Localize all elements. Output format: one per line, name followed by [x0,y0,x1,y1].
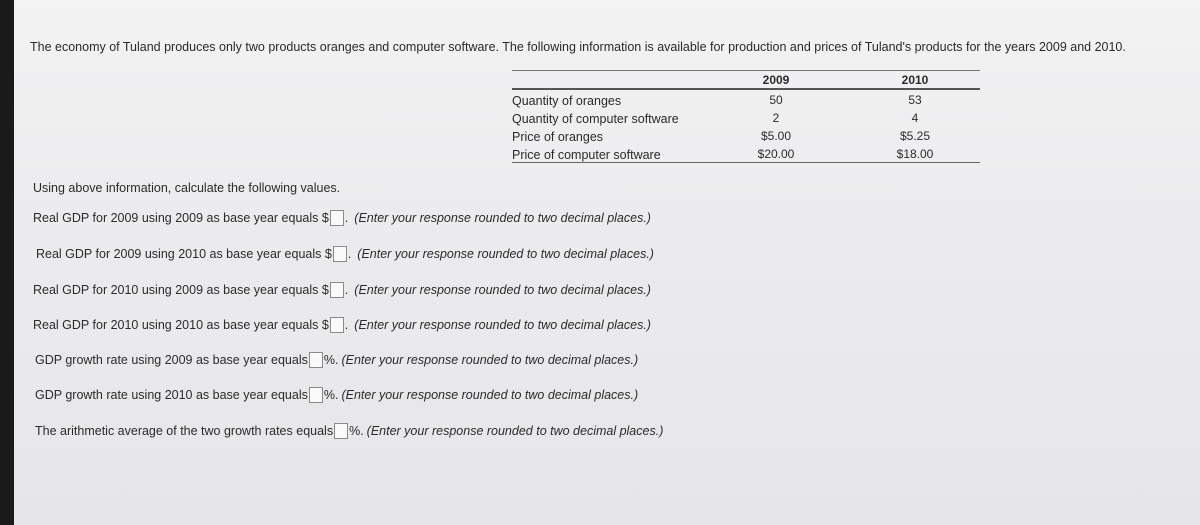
answer-suffix: . [344,211,349,225]
cell-quantity-oranges-2009: 50 [769,93,783,107]
question-row [33,281,651,299]
answer-suffix: %. [323,353,339,367]
question-label: Real GDP for 2010 using 2009 as base year equals $ [33,283,329,297]
cell-quantity-software-2010: 4 [911,111,919,125]
question-row [33,316,651,334]
cell-price-software-2009: $20.00 [757,147,795,161]
problem-intro: The economy of Tuland produces only two products oranges and computer software. The following information is available for production and prices of Tuland's products for the years 2009 and 2010. [30,40,1126,54]
rounding-hint: (Enter your response rounded to two decimal places.) [354,318,651,332]
rounding-hint: (Enter your response rounded to two decimal places.) [354,283,651,297]
column-header-2010: 2010 [901,73,929,87]
answer-suffix: . [344,283,349,297]
table-header-rule [512,88,980,90]
question-label: Real GDP for 2009 using 2009 as base year equals $ [33,211,329,225]
question-label: GDP growth rate using 2009 as base year equals [35,353,308,367]
row-label-quantity-oranges: Quantity of oranges [512,94,622,108]
rounding-hint: (Enter your response rounded to two decimal places.) [341,388,639,402]
cell-price-oranges-2010: $5.25 [899,129,931,143]
answer-input[interactable] [334,423,348,439]
rounding-hint: (Enter your response rounded to two decimal places.) [354,211,651,225]
instruction-text: Using above information, calculate the following values. [33,181,341,195]
answer-input[interactable] [330,282,344,298]
question-label: GDP growth rate using 2010 as base year equals [35,388,308,402]
cell-quantity-oranges-2010: 53 [908,93,922,107]
answer-input[interactable] [309,387,323,403]
question-label: Real GDP for 2010 using 2010 as base year equals $ [33,318,329,332]
cell-quantity-software-2009: 2 [772,111,780,125]
question-row [36,245,654,263]
column-header-2009: 2009 [762,73,790,87]
cell-price-oranges-2009: $5.00 [760,129,792,143]
rounding-hint: (Enter your response rounded to two decimal places.) [366,424,664,438]
row-label-quantity-software: Quantity of computer software [512,112,679,126]
question-row [35,422,663,440]
answer-suffix: %. [323,388,339,402]
question-label: Real GDP for 2009 using 2010 as base year equals $ [36,247,332,261]
cell-price-software-2010: $18.00 [896,147,934,161]
answer-input[interactable] [330,317,344,333]
table-top-rule [512,70,980,71]
table-bottom-rule [512,162,980,163]
answer-suffix: . [344,318,349,332]
row-label-price-oranges: Price of oranges [512,130,604,144]
rounding-hint: (Enter your response rounded to two decimal places.) [341,353,639,367]
row-label-price-software: Price of computer software [512,148,661,162]
question-row [35,386,638,404]
answer-suffix: %. [349,424,364,438]
question-label: The arithmetic average of the two growth rates equals [35,424,334,438]
answer-input[interactable] [309,352,323,368]
answer-input[interactable] [333,246,347,262]
question-row [33,209,651,227]
problem-page [14,0,1200,525]
answer-suffix: . [347,247,352,261]
answer-input[interactable] [330,210,344,226]
question-row [35,351,638,369]
rounding-hint: (Enter your response rounded to two decimal places.) [357,247,654,261]
